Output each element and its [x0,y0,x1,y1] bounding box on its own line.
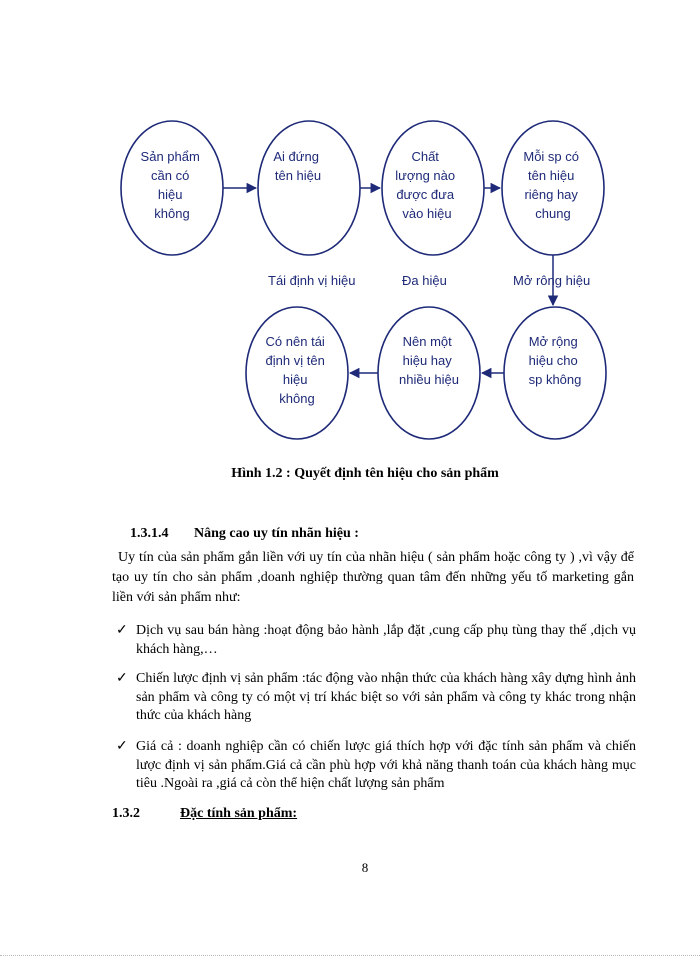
intro-paragraph: Uy tín của sản phẩm gắn liền với uy tín của nhãn hiệu ( sản phẩm hoặc công ty ) ,vì vậy để tạo uy tín cho sản phẩm ,doanh nghiệp thường quan tâm đến những yếu tố marketing gắn liền với sản phẩm như: [112,550,634,605]
node-bottom-1-text: Có nên tái định vị tên hiệu không [265,334,325,406]
section-title: Đặc tính sản phẩm: [180,806,298,821]
checkmark-icon: ✓ [116,739,128,754]
bullet-text: Chiến lược định vị sản phẩm :tác động vào nhận thức của khách hàng xây dựng hình ảnh sản phẩm và công ty có một vị trí khác biệt so với sản phẩm và công ty khác trong nhận thức của khách hàng [136,671,636,723]
list-item [112,670,636,726]
page-number: 8 [361,860,369,875]
node-top-1-text: Sản phẩm cần có hiệu không [140,149,200,221]
node-bottom-3-text: Mở rộng hiệu cho sp không [528,334,582,387]
brand-decision-diagram [0,0,700,460]
bullet-item-3 [112,738,636,794]
checkmark-icon: ✓ [116,671,128,686]
bullet-text: Giá cả : doanh nghiệp cần có chiến lược giá thích hợp với đặc tính sản phẩm và chiến lược định vị sản phẩm.Giá cả cần phù hợp với khả năng thanh toán của khách hàng mục tiêu .Ngoài ra ,giá cả còn thể hiện chất lượng sản phẩm [136,739,636,791]
bullet-item-1 [112,622,636,659]
page-bottom-divider [0,955,700,956]
section-title: Nâng cao uy tín nhãn hiệu : [194,526,359,541]
section-number: 1.3.1.4 [130,526,169,541]
list-item [112,622,636,659]
section-heading-132 [112,806,297,822]
checkmark-icon: ✓ [116,623,128,638]
node-top-2 [258,121,360,255]
node-top-2-text: Ai đứng tên hiệu [273,149,322,183]
node-top-3-text: Chất lượng nào được đưa vào hiệu [395,149,456,221]
label-mo-rong: Mở rông hiệu [513,273,591,288]
section-heading-1314 [130,526,359,542]
section-number: 1.3.2 [112,806,140,821]
list-item [112,738,636,794]
node-bottom-2-text: Nên một hiệu hay nhiều hiệu [399,334,459,387]
label-tai-dinh-vi: Tái định vị hiệu [268,273,356,288]
bullet-text: Dịch vụ sau bán hàng :hoạt động bảo hành ,lắp đặt ,cung cấp phụ tùng thay thế ,dịch vụ khách hàng,… [136,623,636,657]
figure-caption: Hình 1.2 : Quyết định tên hiệu cho sản phẩm [231,466,499,481]
bullet-item-2 [112,670,636,726]
label-da-hieu: Đa hiệu [402,273,447,288]
node-top-4-text: Mỗi sp có tên hiệu riêng hay chung [523,149,580,221]
